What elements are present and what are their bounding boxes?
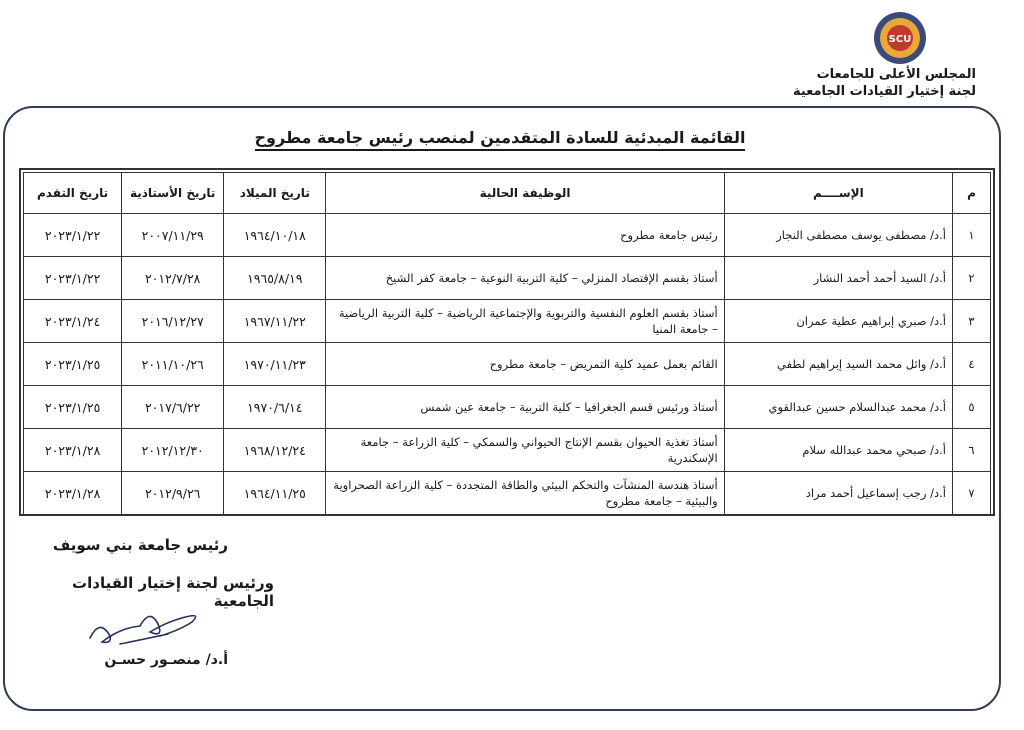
- row-num: ٥: [952, 386, 990, 429]
- row-birth-date: ١٩٧٠/٦/١٤: [224, 386, 326, 429]
- row-job: أستاذ هندسة المنشآت والتحكم البيئي والطاقة المتجددة – كلية الزراعة الصحراوية والبيئية – جامعة مطروح: [326, 472, 724, 515]
- row-num: ٧: [952, 472, 990, 515]
- row-name: أ.د/ محمد عبدالسلام حسين عبدالقوي: [724, 386, 952, 429]
- row-job: أستاذ بقسم العلوم النفسية والتربوية والإجتماعية الرياضية – كلية التربية الرياضية – جامعة المنيا: [326, 300, 724, 343]
- row-job: أستاذ ورئيس قسم الجغرافيا – كلية التربية – جامعة عين شمس: [326, 386, 724, 429]
- table-header-row: [24, 173, 991, 214]
- row-applied-date: ٢٠٢٣/١/٢٥: [24, 386, 122, 429]
- row-birth-date: ١٩٦٧/١١/٢٢: [224, 300, 326, 343]
- row-job: أستاذ تغذية الحيوان بقسم الإنتاج الحيواني والسمكي – كلية الزراعة – جامعة الإسكندرية: [326, 429, 724, 472]
- document-title: [240, 128, 760, 147]
- row-name: أ.د/ السيد أحمد أحمد النشار: [724, 257, 952, 300]
- org-line-2: لجنة إختيار القيادات الجامعية: [792, 84, 976, 99]
- table-row: [24, 472, 991, 515]
- row-birth-date: ١٩٦٤/١٠/١٨: [224, 214, 326, 257]
- table-row: [24, 386, 991, 429]
- row-applied-date: ٢٠٢٣/١/٢٤: [24, 300, 122, 343]
- row-applied-date: ٢٠٢٣/١/٢٨: [24, 472, 122, 515]
- row-prof-date: ٢٠١٦/١٢/٢٧: [122, 300, 224, 343]
- row-birth-date: ١٩٦٨/١٢/٢٤: [224, 429, 326, 472]
- header-birth: تاريخ الميلاد: [224, 173, 326, 214]
- row-name: أ.د/ صبحي محمد عبدالله سلام: [724, 429, 952, 472]
- header-prof: تاريخ الأستاذية: [122, 173, 224, 214]
- table-row: [24, 214, 991, 257]
- table-row: [24, 300, 991, 343]
- council-logo-icon: [872, 10, 928, 66]
- header-name: الإســــم: [724, 173, 952, 214]
- logo-text: SCU: [888, 34, 912, 45]
- row-num: ٣: [952, 300, 990, 343]
- row-name: أ.د/ مصطفى يوسف مصطفى النجار: [724, 214, 952, 257]
- row-prof-date: ٢٠١٧/٦/٢٢: [122, 386, 224, 429]
- row-name: أ.د/ وائل محمد السيد إبراهيم لطفي: [724, 343, 952, 386]
- row-applied-date: ٢٠٢٣/١/٢٢: [24, 257, 122, 300]
- row-job: رئيس جامعة مطروح: [326, 214, 724, 257]
- row-applied-date: ٢٠٢٣/١/٢٢: [24, 214, 122, 257]
- row-job: القائم بعمل عميد كلية التمريض – جامعة مطروح: [326, 343, 724, 386]
- applicants-table-wrapper: [19, 168, 995, 516]
- handwritten-signature-icon: [80, 598, 210, 658]
- row-num: ١: [952, 214, 990, 257]
- row-birth-date: ١٩٦٥/٨/١٩: [224, 257, 326, 300]
- header-applied: تاريخ التقدم: [24, 173, 122, 214]
- signature-title-line-2: ورئيس لجنة إختيار القيادات الجامعية: [72, 574, 274, 610]
- table-row: [24, 343, 991, 386]
- row-prof-date: ٢٠١٢/٩/٢٦: [122, 472, 224, 515]
- header-num: م: [952, 173, 990, 214]
- signatory-name: أ.د/ منصـور حسـن: [104, 652, 228, 668]
- row-birth-date: ١٩٧٠/١١/٢٣: [224, 343, 326, 386]
- row-prof-date: ٢٠١٢/١٢/٣٠: [122, 429, 224, 472]
- row-name: أ.د/ صبري إبراهيم عطية عمران: [724, 300, 952, 343]
- row-num: ٢: [952, 257, 990, 300]
- table-row: [24, 429, 991, 472]
- row-prof-date: ٢٠٠٧/١١/٢٩: [122, 214, 224, 257]
- header-job: الوظيفة الحالية: [326, 173, 724, 214]
- organization-name: [780, 66, 976, 100]
- row-prof-date: ٢٠١٢/٧/٢٨: [122, 257, 224, 300]
- row-job: أستاذ بقسم الإقتصاد المنزلي – كلية التربية النوعية – جامعة كفر الشيخ: [326, 257, 724, 300]
- row-num: ٦: [952, 429, 990, 472]
- row-prof-date: ٢٠١١/١٠/٢٦: [122, 343, 224, 386]
- row-num: ٤: [952, 343, 990, 386]
- document-title-text: القائمة المبدئية للسادة المتقدمين لمنصب رئيس جامعة مطروح: [255, 128, 746, 151]
- row-applied-date: ٢٠٢٣/١/٢٥: [24, 343, 122, 386]
- table-row: [24, 257, 991, 300]
- signature-title-line-1: رئيس جامعة بني سويف: [52, 536, 228, 554]
- org-line-1: المجلس الأعلى للجامعات: [816, 67, 976, 82]
- applicants-table: [23, 172, 991, 515]
- row-birth-date: ١٩٦٤/١١/٢٥: [224, 472, 326, 515]
- row-applied-date: ٢٠٢٣/١/٢٨: [24, 429, 122, 472]
- row-name: أ.د/ رجب إسماعيل أحمد مراد: [724, 472, 952, 515]
